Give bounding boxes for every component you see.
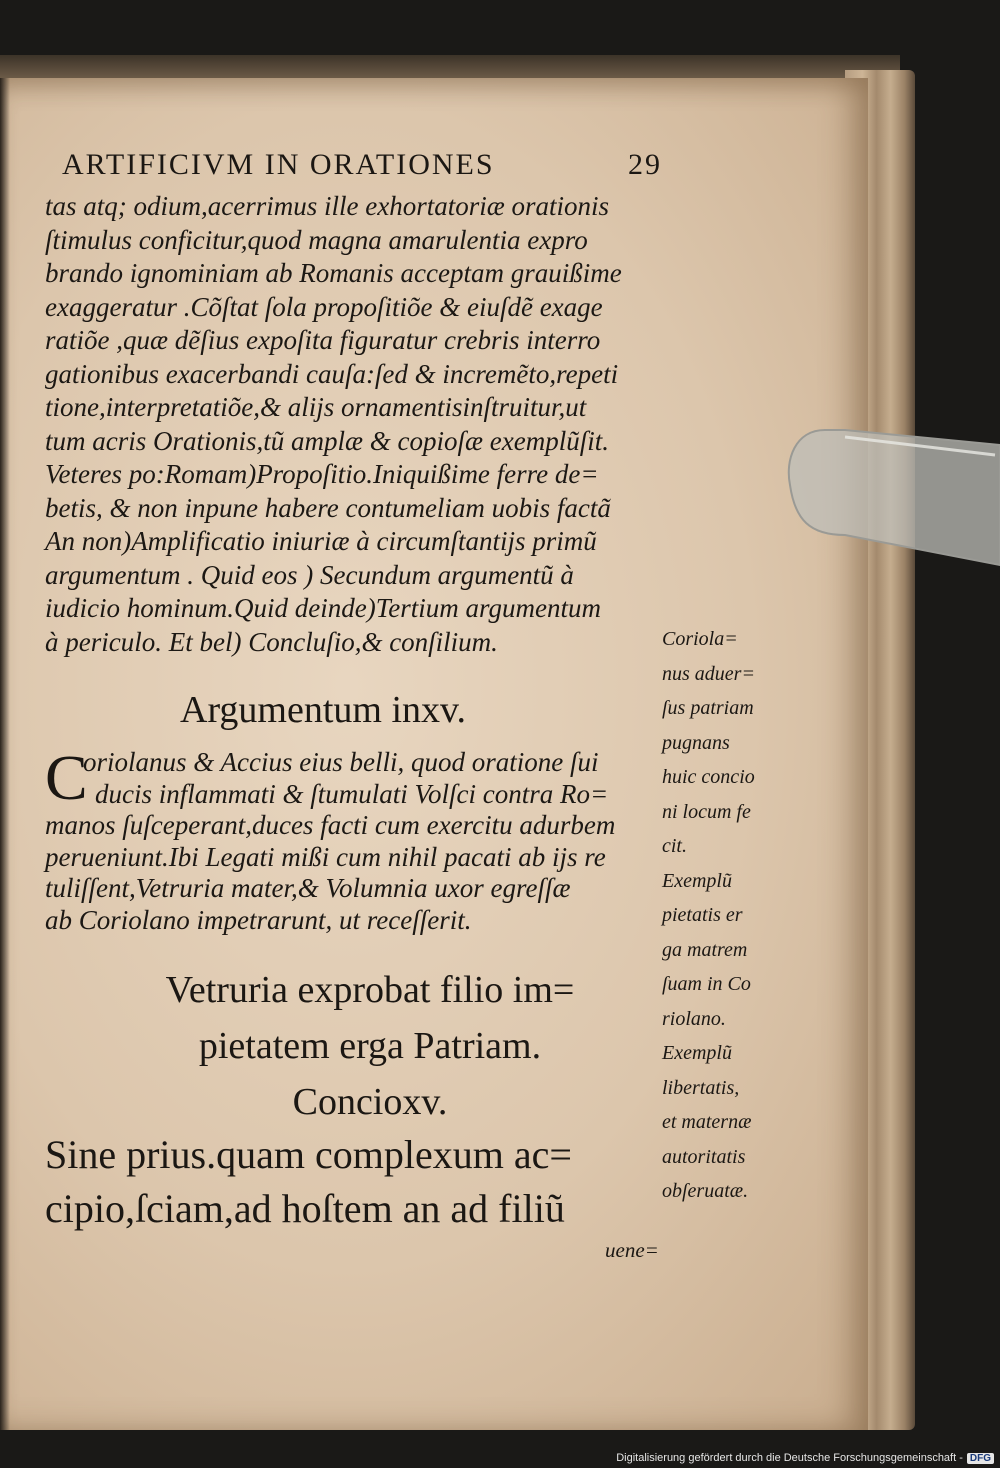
running-header xyxy=(62,148,662,182)
text-line: tione,interpretatiõe,& alijs ornamentisinſtruitur,ut xyxy=(45,392,587,422)
text-line: gationibus exacerbandi cauſa:ſed & incremẽto,repeti xyxy=(45,358,619,389)
text-line: betis, & non inpune habere contumeliam uobis factã xyxy=(45,492,611,523)
margin-note-line: ſuam in Co xyxy=(662,973,751,995)
text-line: tum acris Orationis,tũ amplæ & copioſæ exemplũſit. xyxy=(45,425,609,456)
text-line: manos ſuſceperant,duces facti cum exercitu adurbem xyxy=(45,810,616,840)
drop-capital: C xyxy=(45,742,88,813)
text-line: exaggeratur .Cõſtat ſola propoſitiõe & eiuſdẽ exage xyxy=(45,291,603,322)
section-title: Argumentum inxv. xyxy=(180,689,467,731)
margin-note-line: Exemplũ xyxy=(662,869,732,892)
speech-title-line: Concioxv. xyxy=(292,1081,448,1123)
gutter-shadow xyxy=(0,78,10,1430)
text-line: An non)Amplificatio iniuriæ à circumſtantijs primũ xyxy=(45,526,597,556)
margin-note-line: riolano. xyxy=(662,1007,726,1030)
marginal-notes xyxy=(662,622,792,1209)
commentary-paragraph xyxy=(45,190,665,659)
margin-note-line: et maternæ xyxy=(662,1111,752,1133)
text-line: argumentum . Quid eos ) Secundum argumentũ à xyxy=(45,559,574,590)
speech-line: Sine prius.quam complexum ac= xyxy=(45,1132,572,1177)
digitization-credit xyxy=(616,1452,994,1464)
dfg-logo-icon: DFG xyxy=(967,1453,994,1464)
margin-note-line: nus aduer= xyxy=(662,662,755,685)
speech-text xyxy=(45,1128,665,1236)
text-line: perueniunt.Ibi Legati mißi cum nihil pacati ab ijs re xyxy=(45,841,606,872)
margin-note-line: huic concio xyxy=(662,766,755,788)
speech-title-line: Vetruria exprobat filio im= xyxy=(165,969,575,1011)
text-line: Veteres po:Romam)Propoſitio.Iniquißime ferre de= xyxy=(45,459,599,489)
margin-note-line: libertatis, xyxy=(662,1076,740,1099)
margin-note-line: pugnans xyxy=(662,731,730,754)
text-line: ratiõe ,quæ dẽſius expoſita figuratur crebris interro xyxy=(45,325,601,355)
margin-note-line: obſeruatæ. xyxy=(662,1180,749,1202)
text-line: ſtimulus conficitur,quod magna amarulentia expro xyxy=(45,224,588,255)
margin-note-line: Exemplũ xyxy=(662,1042,732,1064)
page-number: 29 xyxy=(628,148,662,181)
text-line: tuliſſent,Vetruria mater,& Volumnia uxor egreſſæ xyxy=(45,873,571,903)
text-line: oriolanus & Accius eius belli, quod oratione ſui xyxy=(83,747,599,777)
text-line: ab Coriolano impetrarunt, ut receſſerit. xyxy=(45,904,472,935)
text-line: brando ignominiam ab Romanis acceptam grauißime xyxy=(45,258,622,288)
running-title: ARTIFICIVM IN ORATIONES xyxy=(62,148,495,181)
argument-paragraph xyxy=(45,742,665,936)
speech-title-line: pietatem erga Patriam. xyxy=(198,1025,542,1067)
speech-line: cipio,ſciam,ad hoſtem an ad filiũ xyxy=(45,1186,565,1231)
text-line: à periculo. Et bel) Concluſio,& conſilium. xyxy=(45,626,498,657)
margin-note-line: pietatis er xyxy=(662,904,743,926)
plastic-page-clip xyxy=(785,425,1000,575)
margin-note-line: ni locum fe xyxy=(662,800,751,823)
text-line: ducis inflammati & ſtumulati Volſci contra Ro= xyxy=(95,778,609,809)
speech-title xyxy=(95,962,645,1130)
catchword: uene= xyxy=(605,1238,659,1262)
text-line: iudicio hominum.Quid deinde)Tertium argumentum xyxy=(45,593,601,623)
credit-text: Digitalisierung gefördert durch die Deutsche Forschungsgemeinschaft - xyxy=(616,1452,963,1464)
margin-note-line: cit. xyxy=(662,835,687,857)
margin-note-line: autoritatis xyxy=(662,1145,746,1168)
margin-note-line: ſus patriam xyxy=(662,697,754,719)
margin-note-line: ga matrem xyxy=(662,938,748,961)
text-line: tas atq; odium,acerrimus ille exhortatoriæ orationis xyxy=(45,191,609,221)
margin-note-line: Coriola= xyxy=(662,628,738,650)
